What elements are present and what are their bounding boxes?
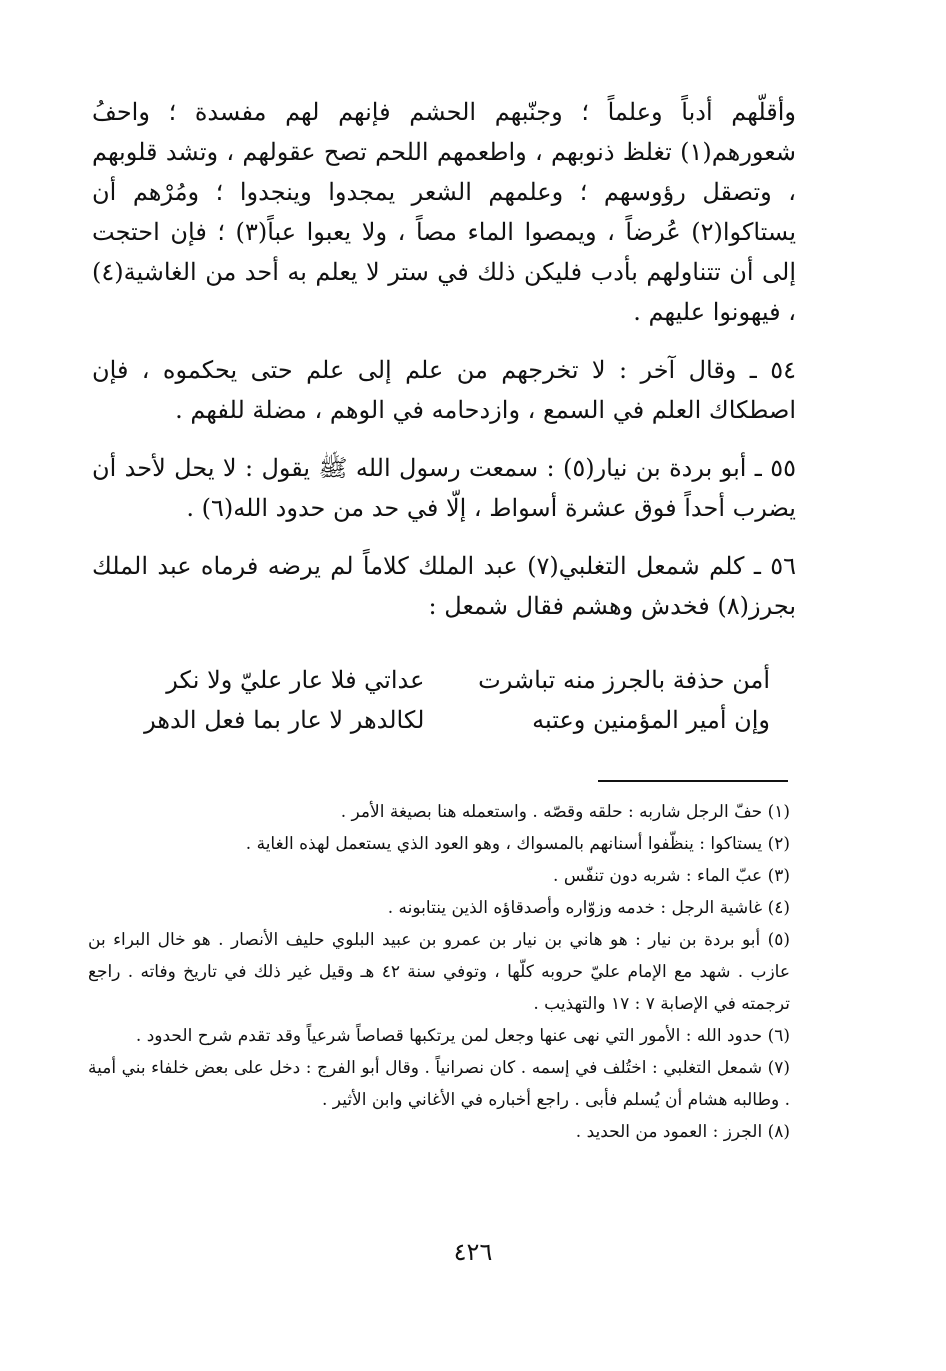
page-number: ٤٢٦ <box>453 1238 493 1266</box>
paragraph-55: ٥٥ ـ أبو بردة بن نيار(٥) : سمعت رسول الله ﷺ يقول : لا يحل لأحد أن يضرب أحداً فوق عشرة أسواط ، إلّا في حد من حدود الله(٦) . <box>92 454 796 522</box>
footnote-4: (٤) غاشية الرجل : خدمه وزوّاره وأصدقاؤه الذين ينتابونه . <box>387 898 790 918</box>
poem-verses <box>118 660 770 740</box>
paragraph-continuation: وأقلّهم أدباً وعلماً ؛ وجنّبهم الحشم فإنهم لهم مفسدة ؛ واحفُ شعورهم(١) تغلظ ذنوبهم ، واطعمهم اللحم تصح عقولهم ، وتشد قلوبهم ، وتصقل رؤوسهم ؛ وعلمهم الشعر يمجدوا وينجدوا ؛ ومُرْهم أن يستاكوا(٢) عُرضاً ، ويمصوا الماء مصاً ، ولا يعبوا عباً(٣) ؛ فإن احتجت إلى أن تتناولهم بأدب فليكن ذلك في ستر لا يعلم به أحد من الغاشية(٤) ، فيهونوا عليهم . <box>92 98 797 326</box>
paragraph-54: ٥٤ ـ وقال آخر : لا تخرجهم من علم إلى علم حتى يحكموه ، فإن اصطكاك العلم في السمع ، وازدحامه في الوهم ، مضلة للفهم . <box>92 356 796 424</box>
main-text <box>92 92 796 644</box>
footnote-divider <box>598 780 788 782</box>
footnote-7: (٧) شمعل التغلبي : اختُلف في إسمه . كان نصرانياً . وقال أبو الفرج : دخل على بعض خلفاء بني أمية . وطالبه هشام أن يُسلم فأبى . راجع أخباره في الأغاني وابن الأثير . <box>88 1058 790 1110</box>
footnote-5: (٥) أبو بردة بن نيار : هو هاني بن نيار بن عمرو بن عبيد البلوي حليف الأنصار . هو خال البراء بن عازب . شهد مع الإمام عليّ حروبه كلّها ، وتوفي سنة ٤٢ هـ وقيل غير ذلك في تاريخ وفاته . راجع ترجمته في الإصابة ٧ : ١٧ والتهذيب . <box>88 930 790 1014</box>
verse-second-hemistich: لكالدهر لا عار بما فعل الدهر <box>144 706 425 734</box>
verse-first-hemistich: أمن حذفة بالجرز منه تباشرت <box>478 666 770 694</box>
footnotes <box>88 796 790 1148</box>
footnote-8: (٨) الجرز : العمود من الحديد . <box>575 1122 790 1142</box>
verse-second-hemistich: عداتي فلا عار عليّ ولا نكر <box>166 666 425 694</box>
footnote-2: (٢) يستاكوا : ينظّفوا أسنانهم بالمسواك ، وهو العود الذي يستعمل لهذه الغاية . <box>245 834 790 854</box>
footnote-3: (٣) عبّ الماء : شربه دون تنفّس . <box>553 866 790 886</box>
verse-first-hemistich: وإن أمير المؤمنين وعتبه <box>532 706 770 734</box>
verse-line <box>118 660 770 700</box>
paragraph-56: ٥٦ ـ كلم شمعل التغلبي(٧) عبد الملك كلاماً لم يرضه فرماه عبد الملك بجرز(٨) فخدش وهشم فقال شمعل : <box>92 552 797 620</box>
verse-line <box>118 700 770 740</box>
footnote-6: (٦) حدود الله : الأمور التي نهى عنها وجعل لمن يرتكبها قصاصاً شرعياً وقد تقدم شرح الحدود . <box>135 1026 790 1046</box>
footnote-1: (١) حفّ الرجل شاربه : حلقه وقصّه . واستعمله هنا بصيغة الأمر . <box>340 802 790 822</box>
